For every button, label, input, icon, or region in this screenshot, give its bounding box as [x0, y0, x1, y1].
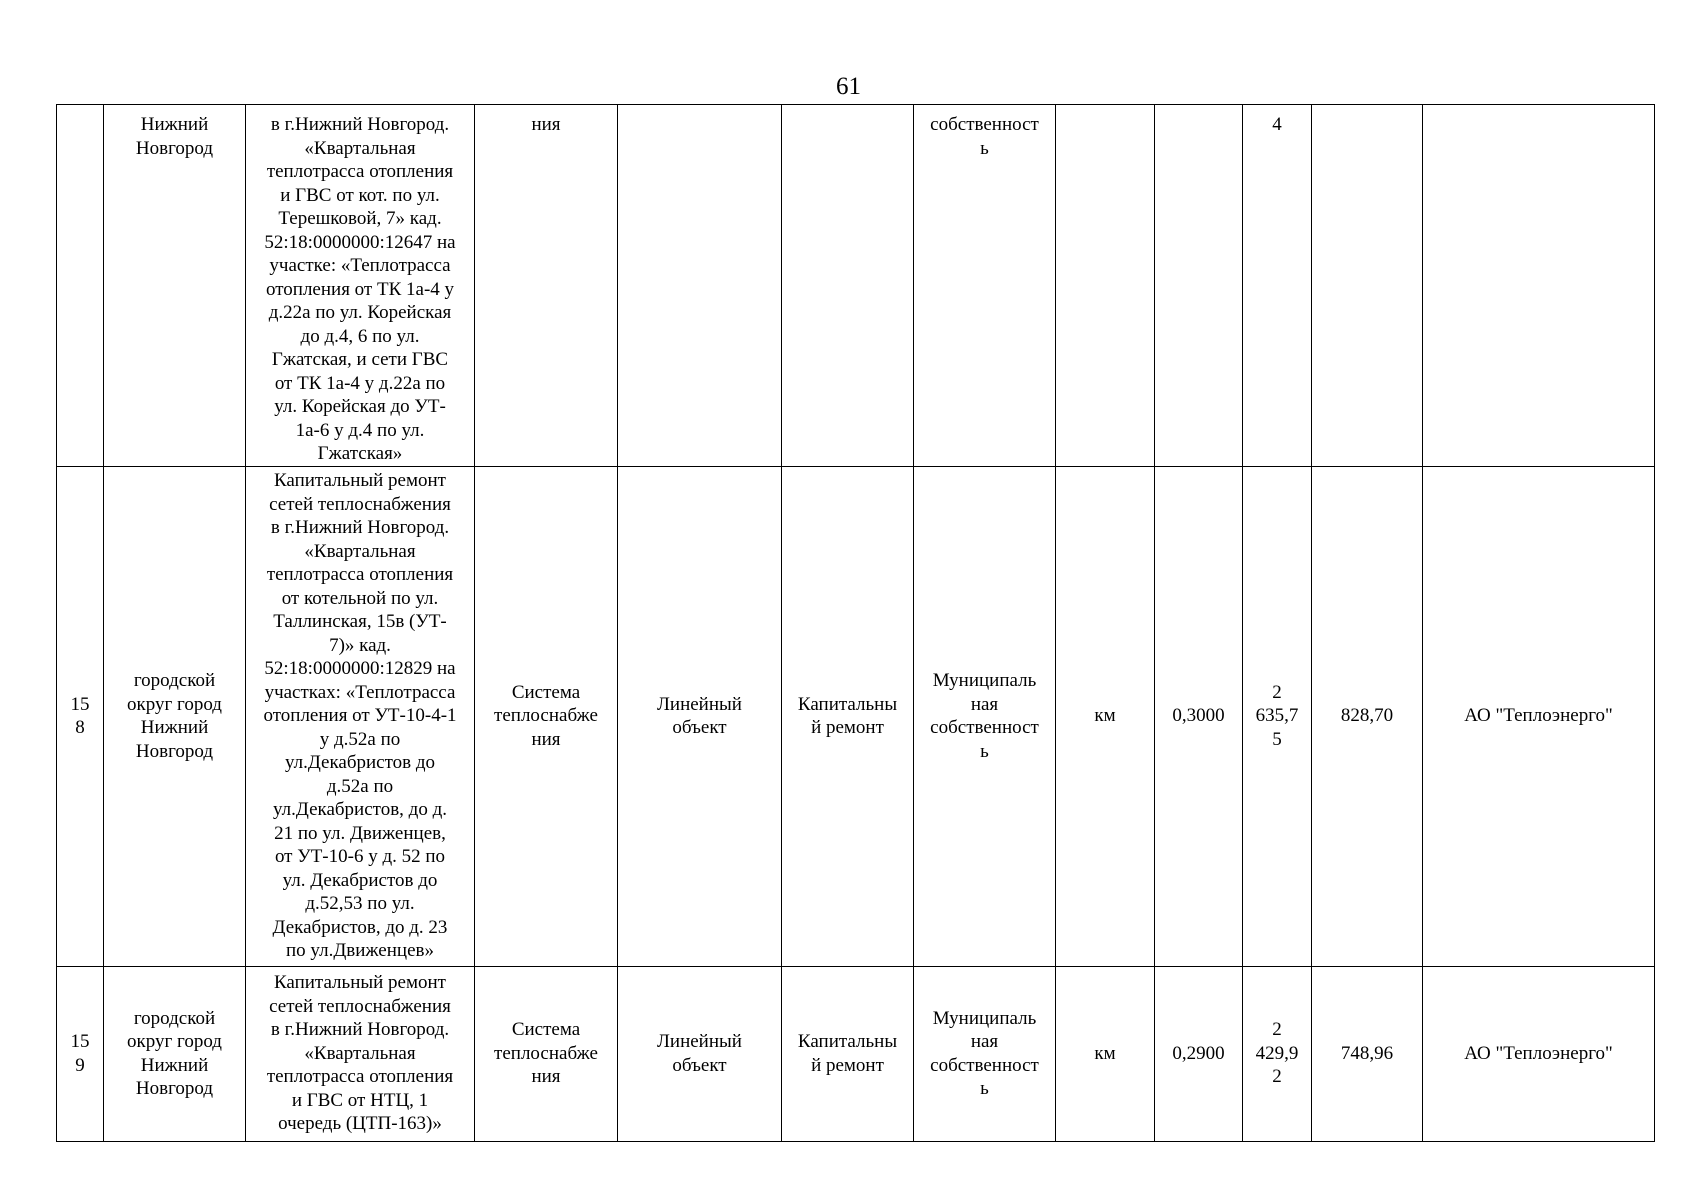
cell-unit: км — [1056, 966, 1155, 1141]
cell-description: в г.Нижний Новгород. «Квартальная теплотрасса отопления и ГВС от кот. по ул. Терешковой, 7» кад. 52:18:0000000:12647 на участке: «Теплотрасса отопления от ТК 1а-4 у д.22а по ул. Корейская до д.4, 6 по ул. Гжатская, и сети ГВС от ТК 1а-4 у д.22а по ул. Корейская до УТ- 1а-6 у д.4 по ул. Гжатская» — [246, 105, 475, 467]
page-number: 61 — [836, 73, 861, 100]
registry-table — [56, 104, 1655, 1142]
cell-object-type: Линейный объект — [618, 966, 782, 1141]
cell-ownership: Муниципаль ная собственност ь — [914, 466, 1056, 966]
cell-unit — [1056, 105, 1155, 467]
cell-cost-per-unit: 828,70 — [1312, 466, 1423, 966]
cell-work-type: Капитальны й ремонт — [782, 466, 914, 966]
cell-municipality: городской округ город Нижний Новгород — [104, 466, 246, 966]
cell-description: Капитальный ремонт сетей теплоснабжения в г.Нижний Новгород. «Квартальная теплотрасса отопления и ГВС от НТЦ, 1 очередь (ЦТП-163)» — [246, 966, 475, 1141]
cell-length — [1155, 105, 1243, 467]
cell-system: Система теплоснабже ния — [475, 466, 618, 966]
cell-cost: 2 635,7 5 — [1243, 466, 1312, 966]
cell-length: 0,3000 — [1155, 466, 1243, 966]
cell-ownership: собственност ь — [914, 105, 1056, 467]
cell-description: Капитальный ремонт сетей теплоснабжения в г.Нижний Новгород. «Квартальная теплотрасса отопления от котельной по ул. Таллинская, 15в (УТ- 7)» кад. 52:18:0000000:12829 на участках: «Теплотрасса отопления от УТ-10-4-1 у д.52а по ул.Декабристов до д.52а по ул.Декабристов, до д. 21 по ул. Движенцев, от УТ-10-6 у д. 52 по ул. Декабристов до д.52,53 по ул. Декабристов, до д. 23 по ул.Движенцев» — [246, 466, 475, 966]
cell-object-type — [618, 105, 782, 467]
cell-municipality: городской округ город Нижний Новгород — [104, 966, 246, 1141]
cell-ownership: Муниципаль ная собственност ь — [914, 966, 1056, 1141]
cell-cost-per-unit: 748,96 — [1312, 966, 1423, 1141]
cell-number — [57, 105, 104, 467]
table-row — [57, 466, 1655, 966]
cell-number: 15 8 — [57, 466, 104, 966]
cell-organization — [1423, 105, 1655, 467]
cell-organization: АО "Теплоэнерго" — [1423, 966, 1655, 1141]
cell-number: 15 9 — [57, 966, 104, 1141]
cell-municipality: Нижний Новгород — [104, 105, 246, 467]
cell-cost-per-unit — [1312, 105, 1423, 467]
cell-unit: км — [1056, 466, 1155, 966]
table-row — [57, 105, 1655, 467]
table-row — [57, 966, 1655, 1141]
cell-length: 0,2900 — [1155, 966, 1243, 1141]
cell-cost: 2 429,9 2 — [1243, 966, 1312, 1141]
cell-work-type: Капитальны й ремонт — [782, 966, 914, 1141]
cell-work-type — [782, 105, 914, 467]
cell-cost: 4 — [1243, 105, 1312, 467]
cell-system: Система теплоснабже ния — [475, 966, 618, 1141]
cell-object-type: Линейный объект — [618, 466, 782, 966]
cell-organization: АО "Теплоэнерго" — [1423, 466, 1655, 966]
cell-system: ния — [475, 105, 618, 467]
